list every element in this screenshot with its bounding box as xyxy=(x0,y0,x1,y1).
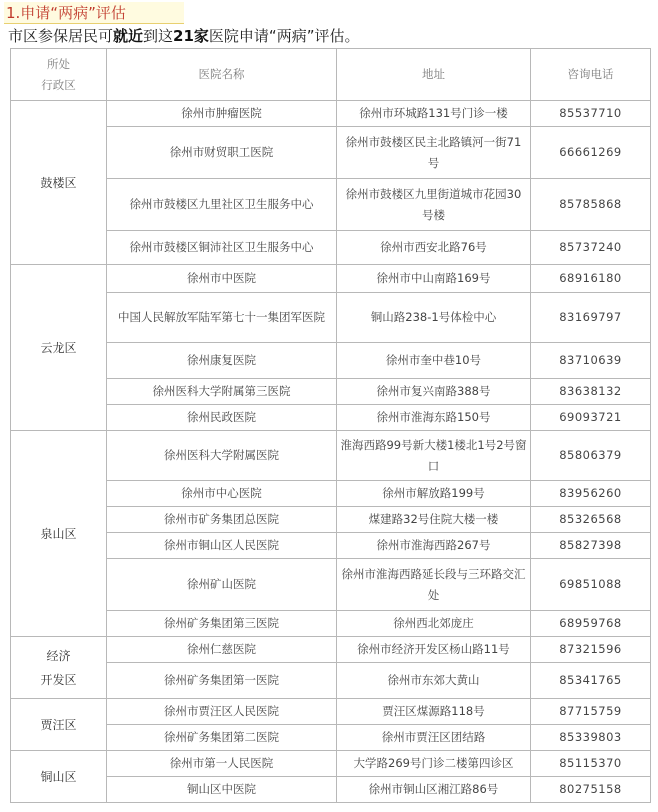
table-row xyxy=(11,379,651,405)
hospital-name-cell: 徐州市中医院 xyxy=(107,265,337,293)
section-heading: 1.申请“两病”评估 xyxy=(4,2,184,24)
table-row xyxy=(11,699,651,725)
hospital-name-cell: 铜山区中医院 xyxy=(107,777,337,803)
phone-cell: 85326568 xyxy=(531,507,651,533)
district-label: 铜山区 xyxy=(40,769,77,784)
header-phone: 咨询电话 xyxy=(531,49,651,101)
district-label: 云龙区 xyxy=(40,340,77,355)
hospital-table xyxy=(10,48,651,803)
phone-cell: 83638132 xyxy=(531,379,651,405)
hospital-name-cell: 徐州市财贸职工医院 xyxy=(107,127,337,179)
district-cell xyxy=(11,751,107,803)
table-row xyxy=(11,231,651,265)
district-cell xyxy=(11,265,107,431)
address-cell: 徐州市鼓楼区民主北路镇河一街71号 xyxy=(337,127,531,179)
address-cell: 徐州市淮海东路150号 xyxy=(337,405,531,431)
address-cell: 徐州市中山南路169号 xyxy=(337,265,531,293)
district-label: 泉山区 xyxy=(40,526,77,541)
hospital-name-cell: 徐州仁慈医院 xyxy=(107,637,337,663)
phone-cell: 83710639 xyxy=(531,343,651,379)
table-row xyxy=(11,481,651,507)
phone-cell: 85537710 xyxy=(531,101,651,127)
hospital-name-cell: 徐州矿务集团第一医院 xyxy=(107,663,337,699)
address-cell: 大学路269号门诊二楼第四诊区 xyxy=(337,751,531,777)
phone-cell: 83956260 xyxy=(531,481,651,507)
table-row xyxy=(11,431,651,481)
address-cell: 徐州市贾汪区团结路 xyxy=(337,725,531,751)
hospital-name-cell: 徐州矿务集团第三医院 xyxy=(107,611,337,637)
table-row xyxy=(11,559,651,611)
phone-cell: 87715759 xyxy=(531,699,651,725)
hospital-name-cell: 徐州矿山医院 xyxy=(107,559,337,611)
address-cell: 徐州市西安北路76号 xyxy=(337,231,531,265)
phone-cell: 69093721 xyxy=(531,405,651,431)
district-cell xyxy=(11,699,107,751)
table-row xyxy=(11,751,651,777)
table-row xyxy=(11,611,651,637)
table-row xyxy=(11,343,651,379)
phone-cell: 85737240 xyxy=(531,231,651,265)
address-cell: 淮海西路99号新大楼1楼北1号2号窗口 xyxy=(337,431,531,481)
hospital-name-cell: 徐州市中心医院 xyxy=(107,481,337,507)
address-cell: 徐州西北郊庞庄 xyxy=(337,611,531,637)
hospital-name-cell: 徐州市铜山区人民医院 xyxy=(107,533,337,559)
hospital-name-cell: 徐州民政医院 xyxy=(107,405,337,431)
table-row xyxy=(11,663,651,699)
address-cell: 煤建路32号住院大楼一楼 xyxy=(337,507,531,533)
table-row xyxy=(11,637,651,663)
phone-cell: 66661269 xyxy=(531,127,651,179)
hospital-name-cell: 徐州医科大学附属第三医院 xyxy=(107,379,337,405)
hospital-name-cell: 徐州市贾汪区人民医院 xyxy=(107,699,337,725)
hospital-name-cell: 徐州市鼓楼区铜沛社区卫生服务中心 xyxy=(107,231,337,265)
table-row xyxy=(11,507,651,533)
table-row xyxy=(11,777,651,803)
table-row xyxy=(11,101,651,127)
intro-middle: 到这 xyxy=(143,27,174,45)
district-cell xyxy=(11,431,107,637)
header-address: 地址 xyxy=(337,49,531,101)
address-cell: 徐州市复兴南路388号 xyxy=(337,379,531,405)
hospital-name-cell: 徐州康复医院 xyxy=(107,343,337,379)
district-cell xyxy=(11,101,107,265)
district-label: 开发区 xyxy=(40,672,77,687)
intro-bold-count: 21家 xyxy=(173,27,209,45)
table-row xyxy=(11,725,651,751)
table-row xyxy=(11,533,651,559)
hospital-name-cell: 徐州医科大学附属医院 xyxy=(107,431,337,481)
intro-bold-nearby: 就近 xyxy=(113,27,144,45)
phone-cell: 85339803 xyxy=(531,725,651,751)
hospital-name-cell: 徐州市鼓楼区九里社区卫生服务中心 xyxy=(107,179,337,231)
phone-cell: 87321596 xyxy=(531,637,651,663)
phone-cell: 85341765 xyxy=(531,663,651,699)
phone-cell: 85827398 xyxy=(531,533,651,559)
table-header-row xyxy=(11,49,651,101)
table-row xyxy=(11,179,651,231)
phone-cell: 68959768 xyxy=(531,611,651,637)
hospital-name-cell: 徐州市矿务集团总医院 xyxy=(107,507,337,533)
table-body xyxy=(11,101,651,803)
address-cell: 徐州市淮海西路延长段与三环路交汇处 xyxy=(337,559,531,611)
district-label: 贾汪区 xyxy=(40,717,77,732)
hospital-name-cell: 中国人民解放军陆军第七十一集团军医院 xyxy=(107,293,337,343)
hospital-name-cell: 徐州市肿瘤医院 xyxy=(107,101,337,127)
table-row xyxy=(11,405,651,431)
phone-cell: 69851088 xyxy=(531,559,651,611)
address-cell: 徐州市鼓楼区九里街道城市花园30号楼 xyxy=(337,179,531,231)
table-row xyxy=(11,127,651,179)
address-cell: 徐州市解放路199号 xyxy=(337,481,531,507)
intro-before: 市区参保居民可 xyxy=(8,27,114,45)
phone-cell: 80275158 xyxy=(531,777,651,803)
district-cell xyxy=(11,637,107,699)
phone-cell: 85785868 xyxy=(531,179,651,231)
address-cell: 贾汪区煤源路118号 xyxy=(337,699,531,725)
address-cell: 铜山路238-1号体检中心 xyxy=(337,293,531,343)
intro-text xyxy=(8,26,359,46)
phone-cell: 85115370 xyxy=(531,751,651,777)
table-row xyxy=(11,265,651,293)
hospital-name-cell: 徐州市第一人民医院 xyxy=(107,751,337,777)
intro-after: 医院申请“两病”评估。 xyxy=(208,27,360,45)
district-label: 经济 xyxy=(46,648,71,663)
address-cell: 徐州市铜山区湘江路86号 xyxy=(337,777,531,803)
table-row xyxy=(11,293,651,343)
address-cell: 徐州市经济开发区杨山路11号 xyxy=(337,637,531,663)
phone-cell: 83169797 xyxy=(531,293,651,343)
header-hospital: 医院名称 xyxy=(107,49,337,101)
hospital-name-cell: 徐州矿务集团第二医院 xyxy=(107,725,337,751)
phone-cell: 68916180 xyxy=(531,265,651,293)
address-cell: 徐州市奎中巷10号 xyxy=(337,343,531,379)
address-cell: 徐州市环城路131号门诊一楼 xyxy=(337,101,531,127)
header-district: 所处 行政区 xyxy=(11,49,107,101)
district-label: 鼓楼区 xyxy=(40,175,77,190)
address-cell: 徐州市淮海西路267号 xyxy=(337,533,531,559)
phone-cell: 85806379 xyxy=(531,431,651,481)
address-cell: 徐州市东郊大黄山 xyxy=(337,663,531,699)
